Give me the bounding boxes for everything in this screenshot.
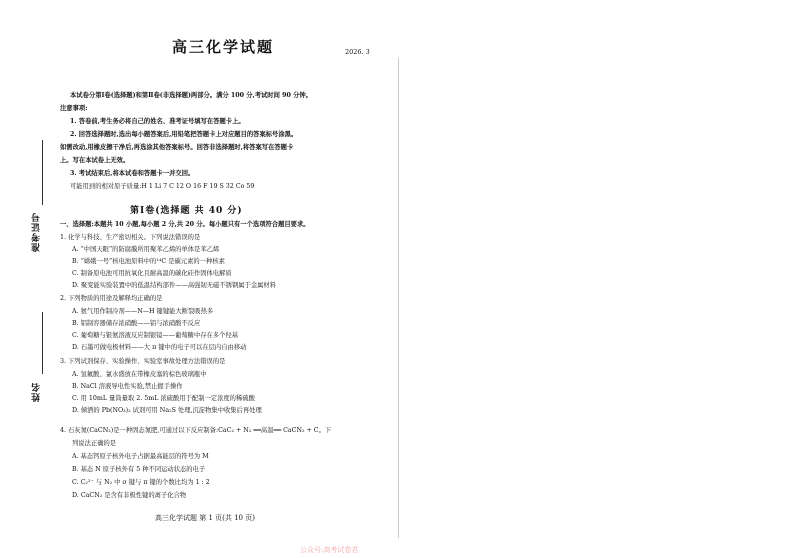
question-stem: 3. 下列试剂保存、实验操作、实验室事故处理方法错误的是	[60, 358, 226, 365]
question-option: B. 基态 N 原子核外有 5 种不同运动状态的电子	[72, 466, 206, 473]
name-blank-line	[42, 312, 51, 374]
question-option: A. 氨气用作制冷剂——N—H 键键能大断裂吸热多	[72, 308, 214, 315]
question-option: D. 石墨可做电极材料——大 π 键中的电子可以在层内自由移动	[72, 344, 247, 351]
exam-date: 2026. 3	[345, 48, 370, 56]
exam-id-label: 准考证号	[32, 212, 42, 252]
name-label: 姓名	[32, 382, 42, 402]
page-footer: 高三化学试题 第 1 页(共 10 页)	[155, 514, 255, 522]
notice-item: 如需改动,用橡皮擦干净后,再选涂其他答案标号。回答非选择题时,将答案写在答题卡	[60, 144, 294, 151]
question-option: D. CaCN₂ 是含有非极性键的离子化合物	[72, 492, 187, 499]
notice-item: 2. 回答选择题时,选出每小题答案后,用铅笔把答题卡上对应题目的答案标号涂黑。	[70, 131, 298, 138]
part-title: 第Ⅰ卷(选择题 共 40 分)	[130, 206, 243, 216]
notice-item: 上。写在本试卷上无效。	[60, 157, 130, 164]
page-fold-line	[398, 58, 399, 538]
exam-id-blank-line	[42, 140, 51, 205]
notice-item: 3. 考试结束后,将本试卷和答题卡一并交回。	[70, 170, 195, 177]
question-stem: 1. 化学与科技、生产密切相关。下列说法错误的是	[60, 234, 201, 241]
question-option: B. NaCl 溶液导电性实验,禁止握手操作	[72, 383, 183, 390]
notice-title: 注意事项:	[60, 105, 88, 112]
question-stem-continued: 列说法正确的是	[72, 440, 117, 447]
question-option: A. 氢氟酸、氯水盛放在带橡皮塞的棕色玻璃瓶中	[72, 371, 207, 378]
question-option: C. C₂²⁻ 与 N₂ 中 σ 键与 π 键的个数比均为 1 : 2	[72, 479, 210, 486]
question-option: B. “嫦娥一号”核电池原料中的¹⁴C 是碳元素的一种核素	[72, 258, 225, 265]
question-stem: 4. 石灰氮(CaCN₂)是一种固态氮肥,可通过以下反应制备:CaC₂ + N₂ ══高温══ CaCN₂ + C。下	[60, 427, 332, 434]
exam-title: 高三化学试题	[172, 38, 275, 56]
question-option: B. 铝制容器储存浓硝酸——铝与浓硝酸不反应	[72, 320, 201, 327]
question-option: D. 聚变能实验装置中的低温结构部件——高强韧无磁不锈钢属于金属材料	[72, 282, 277, 289]
notice-item: 1. 答卷前,考生务必将自己的姓名、准考证号填写在答题卡上。	[70, 118, 245, 125]
watermark: 公众号:高考试卷君	[300, 546, 359, 554]
question-option: A. 基态钙原子核外电子占据最高能层的符号为 M	[72, 453, 209, 460]
question-option: C. 制备原电池可用抗氧化且耐高温的碳化硅作固体电解质	[72, 270, 232, 277]
question-option: D. 倾洒的 Pb(NO₃)₂ 试剂可用 Na₂S 处理,沉淀物集中收集后再处理	[72, 407, 262, 414]
question-stem: 2. 下列物质的用途及解释均正确的是	[60, 295, 163, 302]
question-option: C. 葡萄糖与银氨溶液反应制银镜——葡萄糖中存在多个羟基	[72, 332, 239, 339]
section-intro: 一、选择题:本题共 10 小题,每小题 2 分,共 20 分。每小题只有一个选项符合题目要求。	[60, 221, 310, 228]
question-option: C. 用 10mL 量筒量取 2. 5mL 浓硫酸用于配制一定浓度的稀硫酸	[72, 395, 255, 402]
question-option: A. “中国天眼”的防腐膜所用聚苯乙烯的单体是苯乙烯	[72, 246, 220, 253]
atomic-mass-line: 可能用到的相对原子质量:H 1 Li 7 C 12 O 16 F 19 S 32 Co 59	[70, 183, 255, 190]
intro-text: 本试卷分第Ⅰ卷(选择题)和第Ⅱ卷(非选择题)两部分。满分 100 分,考试时间 90 分钟。	[70, 92, 312, 99]
